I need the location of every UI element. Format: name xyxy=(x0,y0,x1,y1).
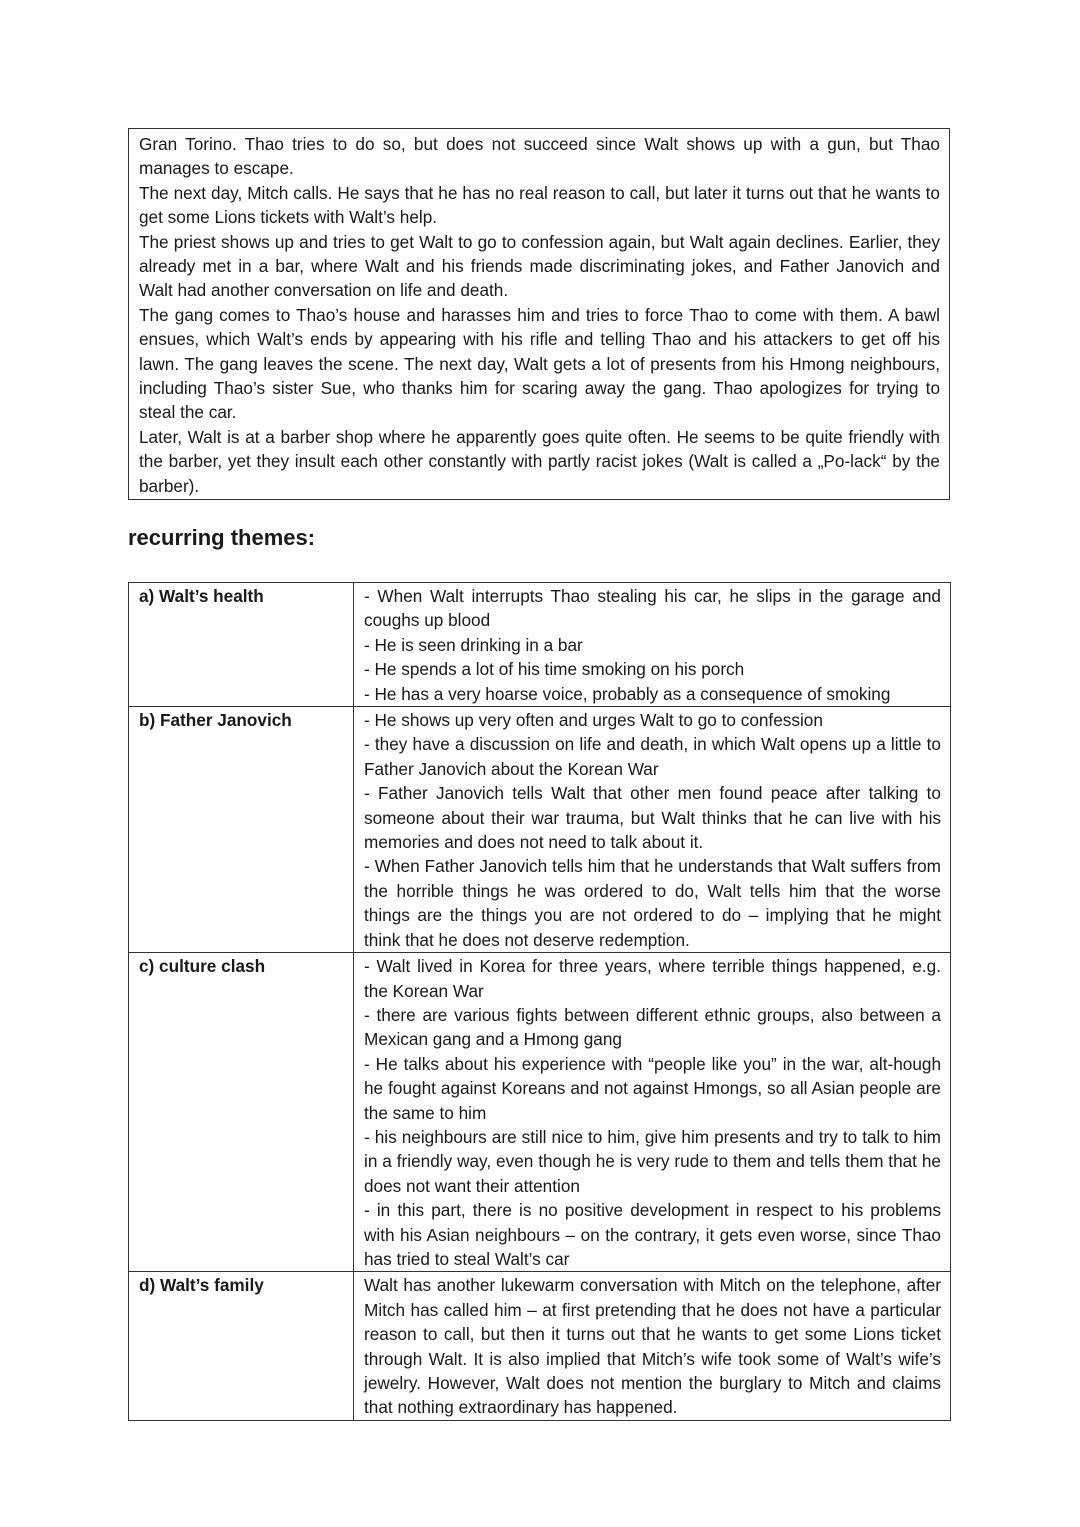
theme-point: - they have a discussion on life and death, in which Walt opens up a little to Father Janovich about the Korean War xyxy=(364,734,941,779)
theme-point: - Walt lived in Korea for three years, where terrible things happened, e.g. the Korean War xyxy=(364,956,941,1001)
table-row xyxy=(129,707,951,953)
theme-label: a) Walt’s health xyxy=(129,583,354,707)
theme-point: - He talks about his experience with “people like you” in the war, alt-hough he fought against Koreans and not against Hmongs, so all Asian people are the same to him xyxy=(364,1053,941,1123)
theme-description xyxy=(354,707,951,953)
theme-point: - He spends a lot of his time smoking on his porch xyxy=(364,659,745,680)
recurring-themes-heading: recurring themes: xyxy=(128,525,316,550)
table-row xyxy=(129,583,951,707)
theme-point: - He shows up very often and urges Walt to go to confession xyxy=(364,710,823,731)
theme-point: - in this part, there is no positive development in respect to his problems with his Asian neighbours – on the contrary, it gets even worse, since Thao has tried to steal Walt’s car xyxy=(364,1200,941,1269)
table-row xyxy=(129,1272,951,1420)
summary-paragraph: The next day, Mitch calls. He says that he has no real reason to call, but later it turns out that he wants to get some Lions tickets with Walt’s help. xyxy=(139,182,940,228)
summary-paragraph: Gran Torino. Thao tries to do so, but does not succeed since Walt shows up with a gun, but Thao manages to escape. xyxy=(139,134,940,179)
theme-point: Walt has another lukewarm conversation with Mitch on the telephone, after Mitch has called him – at first pretending that he does not have a particular reason to call, but then it turns out that he wants to get some Lions ticket through Walt. It is also implied that Mitch’s wife took some of Walt’s wife’s jewelry. However, Walt does not mention the burglary to Mitch and claims that nothing extraordinary has happened. xyxy=(364,1275,941,1418)
theme-description xyxy=(354,1272,951,1420)
theme-description xyxy=(354,953,951,1272)
summary-paragraph: The gang comes to Thao’s house and harasses him and tries to force Thao to come with them. A bawl ensues, which Walt’s ends by appearing with his rifle and telling Thao and his attackers to get off his lawn. The gang leaves the scene. The next day, Walt gets a lot of presents from his Hmong neighbours, including Thao’s sister Sue, who thanks him for scaring away the gang. Thao apologizes for trying to steal the car. xyxy=(139,304,940,423)
theme-point: - He is seen drinking in a bar xyxy=(364,634,583,655)
plot-summary-box xyxy=(128,128,950,500)
theme-point: - When Father Janovich tells him that he understands that Walt suffers from the horrible things he was ordered to do, Walt tells him that the worse things are the things you are not ordered to do – implying that he might think that he does not deserve redemption. xyxy=(364,856,941,950)
table-row xyxy=(129,953,951,1272)
theme-point: - Father Janovich tells Walt that other men found peace after talking to someone about their war trauma, but Walt thinks that he can live with his memories and does not need to talk about it. xyxy=(364,783,941,853)
theme-point: - his neighbours are still nice to him, give him presents and try to talk to him in a friendly way, even though he is very rude to them and tells them that he does not want their attention xyxy=(364,1126,941,1196)
recurring-themes-table xyxy=(128,582,951,1421)
summary-paragraph: The priest shows up and tries to get Walt to go to confession again, but Walt again declines. Earlier, they already met in a bar, where Walt and his friends made discriminating jokes, and Father Janovich and Walt had another conversation on life and death. xyxy=(139,231,940,301)
theme-label: c) culture clash xyxy=(129,953,354,1272)
theme-point: - there are various fights between different ethnic groups, also between a Mexican gang and a Hmong gang xyxy=(364,1004,941,1050)
summary-paragraph: Later, Walt is at a barber shop where he apparently goes quite often. He seems to be quite friendly with the barber, yet they insult each other constantly with partly racist jokes (Walt is called a „Po-lack“ by the barber). xyxy=(139,426,940,496)
theme-description xyxy=(354,583,951,707)
theme-point: - He has a very hoarse voice, probably as a consequence of smoking xyxy=(364,683,891,704)
theme-point: - When Walt interrupts Thao stealing his car, he slips in the garage and coughs up blood xyxy=(364,586,941,631)
theme-label: d) Walt’s family xyxy=(129,1272,354,1420)
theme-label: b) Father Janovich xyxy=(129,707,354,953)
